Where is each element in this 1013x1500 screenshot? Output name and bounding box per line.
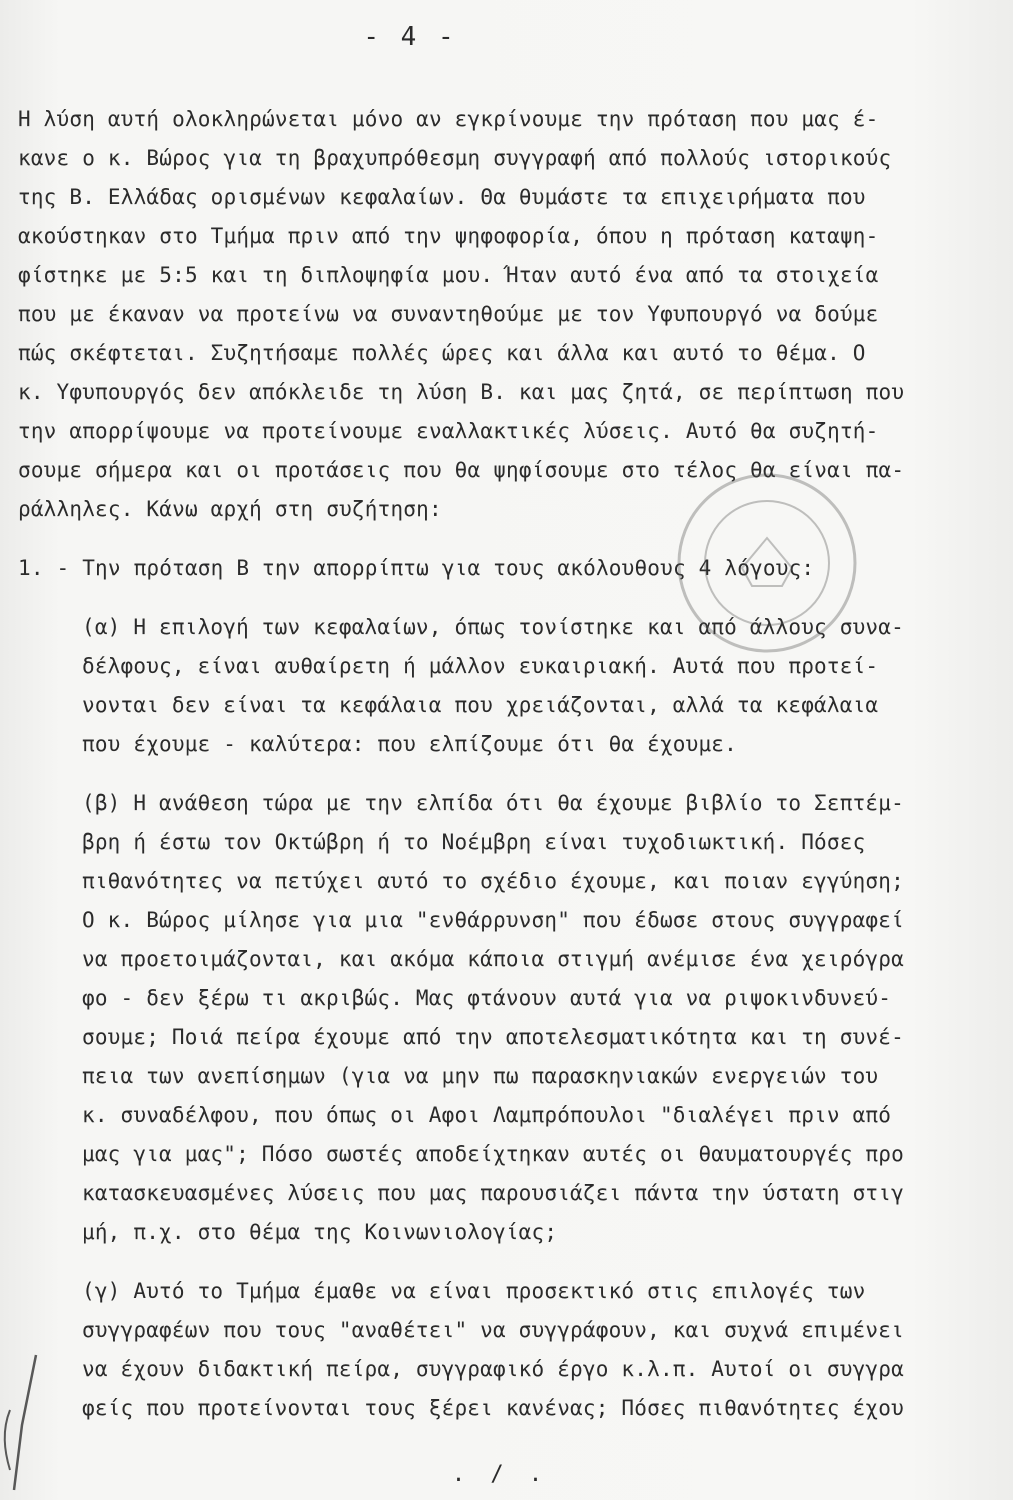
text-line: βρη ή έστω τον Οκτώβρη ή το Νοέμβρη είναι τυχοδιωκτική. Πόσες (82, 830, 866, 854)
text-line: κανε ο κ. Βώρος για τη βραχυπρόθεσμη συγγραφή από πολλούς ιστορικούς (18, 146, 892, 170)
text-line: πιθανότητες να πετύχει αυτό το σχέδιο έχουμε, και ποιαν εγγύηση; (82, 869, 904, 893)
text-line: ράλληλες. Κάνω αρχή στη συζήτηση: (18, 497, 442, 521)
text-line: φο - δεν ξέρω τι ακριβώς. Μας φτάνουν αυτά για να ριψοκινδυνεύ- (82, 986, 892, 1010)
text-line: μας για μας"; Πόσο σωστές αποδείχτηκαν αυτές οι θαυματουργές προ (82, 1142, 904, 1166)
text-line: Ο κ. Βώρος μίλησε για μια "ενθάρρυνση" που έδωσε στους συγγραφεί (82, 908, 904, 932)
text-line: (α) Η επιλογή των κεφαλαίων, όπως τονίστηκε και από άλλους συνα- (82, 615, 904, 639)
handwritten-margin-mark (0, 1350, 44, 1500)
institution-stamp (672, 468, 862, 658)
text-line: φείς που προτείνονται τους ξέρει κανένας; Πόσες πιθανότητες έχου (82, 1396, 904, 1420)
text-line: κ. συναδέλφου, που όπως οι Αφοι Λαμπρόπουλοι "διαλέγει πριν από (82, 1103, 892, 1127)
text-line: Η λύση αυτή ολοκληρώνεται μόνο αν εγκρίνουμε την πρόταση που μας έ- (18, 107, 879, 131)
text-line: ακούστηκαν στο Τμήμα πριν από την ψηφοφορία, όπου η πρόταση καταψη- (18, 224, 879, 248)
text-line: πεια των ανεπίσημων (για να μην πω παρασκηνιακών ενεργειών του (82, 1064, 879, 1088)
text-line: κατασκευασμένες λύσεις που μας παρουσιάζει πάντα την ύστατη στιγ (82, 1181, 904, 1205)
text-line: (γ) Αυτό το Τμήμα έμαθε να είναι προσεκτικό στις επιλογές των (82, 1279, 866, 1303)
text-line: που έχουμε - καλύτερα: που ελπίζουμε ότι θα έχουμε. (82, 732, 737, 756)
text-line: που με έκαναν να προτείνω να συναντηθούμε με τον Υφυπουργό να δούμε (18, 302, 879, 326)
text-line: της Β. Ελλάδας ορισμένων κεφαλαίων. Θα θυμάστε τα επιχειρήματα που (18, 185, 866, 209)
continuation-mark: . / . (451, 1462, 549, 1487)
page-number: - 4 - (363, 22, 457, 52)
text-line: σουμε; Ποιά πείρα έχουμε από την αποτελεσματικότητα και τη συνέ- (82, 1025, 904, 1049)
text-line: δέλφους, είναι αυθαίρετη ή μάλλον ευκαιριακή. Αυτά που προτεί- (82, 654, 879, 678)
text-line: φίστηκε με 5:5 και τη διπλοψηφία μου. Ήταν αυτό ένα από τα στοιχεία (18, 263, 879, 287)
text-line: να προετοιμάζονται, και ακόμα κάποια στιγμή ανέμισε ένα χειρόγρα (82, 947, 904, 971)
text-line: σουμε σήμερα και οι προτάσεις που θα ψηφίσουμε στο τέλος θα είναι πα- (18, 458, 905, 482)
text-line: πώς σκέφτεται. Συζητήσαμε πολλές ώρες και άλλα και αυτό το θέμα. Ο (18, 341, 866, 365)
text-line: την απορρίψουμε να προτείνουμε εναλλακτικές λύσεις. Αυτό θα συζητή- (18, 419, 879, 443)
text-line: κ. Υφυπουργός δεν απόκλειδε τη λύση Β. και μας ζητά, σε περίπτωση που (18, 380, 905, 404)
text-line: μή, π.χ. στο θέμα της Κοινωνιολογίας; (82, 1220, 558, 1244)
text-line: νονται δεν είναι τα κεφάλαια που χρειάζονται, αλλά τα κεφάλαια (82, 693, 879, 717)
text-line: (β) Η ανάθεση τώρα με την ελπίδα ότι θα έχουμε βιβλίο το Σεπτέμ- (82, 791, 904, 815)
list-item-heading: 1. - Την πρόταση Β την απορρίπτω για τους ακόλουθους 4 λόγους: (18, 556, 815, 580)
text-line: να έχουν διδακτική πείρα, συγγραφικό έργο κ.λ.π. Αυτοί οι συγγρα (82, 1357, 904, 1381)
text-line: συγγραφέων που τους "αναθέτει" να συγγράφουν, και συχνά επιμένει (82, 1318, 904, 1342)
typewritten-body (18, 100, 976, 1428)
